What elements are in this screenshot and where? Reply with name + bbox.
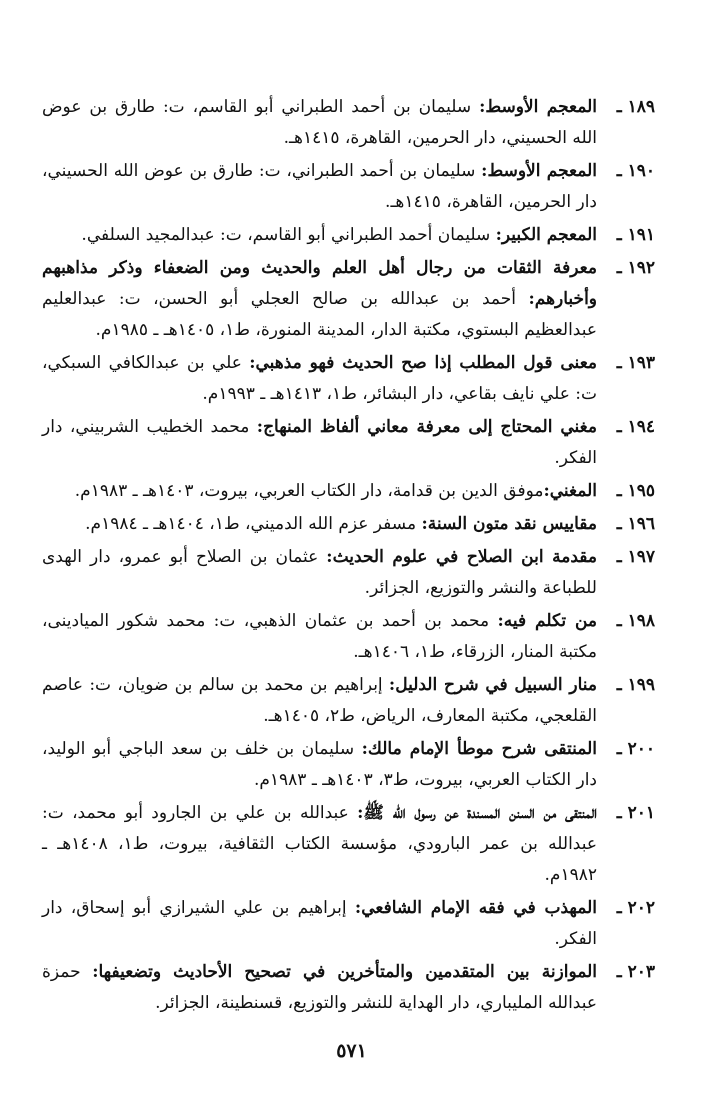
entry-201	[42, 798, 655, 891]
entry-title: مقاييس نقد متون السنة:	[421, 514, 597, 534]
entry-text: سليمان بن خلف بن سعد الباجي أبو الوليد، دار الكتاب العربي، بيروت، ط٣، ١٤٠٣هـ ـ ١٩٨٣م.	[42, 739, 597, 790]
entry-text: إبراهيم بن علي الشيرازي أبو إسحاق، دار الفكر.	[42, 898, 597, 949]
entry-title: المعجم الأوسط:	[479, 97, 597, 117]
entry-191	[42, 220, 655, 251]
entry-title: المنتقى شرح موطأ الإمام مالك:	[361, 739, 597, 759]
entry-197	[42, 542, 655, 604]
entry-text: إبراهيم بن محمد بن سالم بن ضويان، ت: عاصم القلعجي، مكتبة المعارف، الرياض، ط٢، ١٤٠٥هـ.	[42, 675, 597, 726]
entry-number: ١٩٣ ـ	[616, 353, 655, 373]
entry-number: ١٩٢ ـ	[616, 258, 655, 278]
entry-text: سليمان أحمد الطبراني أبو القاسم، ت: عبدالمجيد السلفي.	[81, 225, 496, 245]
entry-196	[42, 509, 655, 540]
entry-198	[42, 606, 655, 668]
entry-text: حمزة عبدالله المليباري، دار الهداية للنشر والتوزيع، قسنطينة، الجزائر.	[42, 962, 597, 1013]
entry-number: ١٩١ ـ	[616, 225, 655, 245]
entry-193	[42, 348, 655, 410]
entry-text: موفق الدين بن قدامة، دار الكتاب العربي، بيروت، ١٤٠٣هـ ـ ١٩٨٣م.	[74, 481, 544, 501]
entry-text: علي بن عبدالكافي السبكي، ت: علي نايف بقاعي، دار البشائر، ط١، ١٤١٣هـ ـ ١٩٩٣م.	[42, 353, 597, 404]
entry-189	[42, 92, 655, 154]
entry-title: المعجم الكبير:	[495, 225, 597, 245]
entry-number: ١٩٩ ـ	[616, 675, 655, 695]
entry-text: محمد بن أحمد بن عثمان الذهبي، ت: محمد شكور الميادينى، مكتبة المنار، الزرقاء، ط١، ١٤٠٦هـ.	[42, 611, 597, 662]
entry-number: ١٩٤ ـ	[616, 417, 655, 437]
entry-title: من تكلم فيه:	[497, 611, 598, 631]
entry-200	[42, 734, 655, 796]
entry-195	[42, 476, 655, 507]
entry-title: معرفة الثقات من رجال أهل العلم والحديث ومن الضعفاء وذكر مذاهبهم وأخبارهم:	[42, 258, 597, 309]
entry-number: ٢٠٣ ـ	[616, 962, 655, 982]
entry-number: ٢٠١ ـ	[616, 803, 655, 823]
bibliography-list	[42, 92, 655, 1021]
entry-number: ٢٠٢ ـ	[616, 898, 655, 918]
entry-text: عبدالله بن علي بن الجارود أبو محمد، ت: عبدالله بن عمر البارودي، مؤسسة الكتاب الثقافية، بيروت، ط١، ١٤٠٨هـ ـ ١٩٨٢م.	[42, 803, 597, 885]
entry-number: ١٩٧ ـ	[616, 547, 655, 567]
entry-number: ١٩٥ ـ	[616, 481, 655, 501]
entry-title: الموازنة بين المتقدمين والمتأخرين في تصحيح الأحاديث وتضعيفها:	[92, 962, 598, 982]
entry-text: عثمان بن الصلاح أبو عمرو، دار الهدى للطباعة والنشر والتوزيع، الجزائر.	[42, 547, 597, 598]
entry-title: المنتقى من السنن المسندة عن رسول الله ﷺ:	[357, 803, 597, 823]
entry-title: منار السبيل في شرح الدليل:	[388, 675, 597, 695]
entry-title: المعجم الأوسط:	[481, 161, 597, 181]
entry-202	[42, 893, 655, 955]
entry-190	[42, 156, 655, 218]
entry-194	[42, 412, 655, 474]
entry-title: مغني المحتاج إلى معرفة معاني ألفاظ المنهاج:	[256, 417, 597, 437]
entry-number: ١٩٦ ـ	[616, 514, 655, 534]
entry-text: أحمد بن عبدالله بن صالح العجلي أبو الحسن، ت: عبدالعليم عبدالعظيم البستوي، مكتبة الدار، المدينة المنورة، ط١، ١٤٠٥هـ ـ ١٩٨٥م.	[42, 289, 597, 340]
entry-199	[42, 670, 655, 732]
entry-192	[42, 253, 655, 346]
entry-text: سليمان بن أحمد الطبراني، ت: طارق بن عوض الله الحسيني، دار الحرمين، القاهرة، ١٤١٥هـ.	[42, 161, 597, 212]
entry-203	[42, 957, 655, 1019]
entry-text: مسفر عزم الله الدميني، ط١، ١٤٠٤هـ ـ ١٩٨٤م.	[85, 514, 422, 534]
entry-number: ١٩٨ ـ	[616, 611, 655, 631]
entry-text: محمد الخطيب الشربيني، دار الفكر.	[42, 417, 597, 468]
entry-text: سليمان بن أحمد الطبراني أبو القاسم، ت: طارق بن عوض الله الحسيني، دار الحرمين، القاهرة، ١٤١٥هـ.	[42, 97, 597, 148]
entry-title: المغني:	[543, 481, 597, 501]
entry-title: مقدمة ابن الصلاح في علوم الحديث:	[326, 547, 597, 567]
entry-title: المهذب في فقه الإمام الشافعي:	[354, 898, 597, 918]
page-number: ٥٧١	[336, 1040, 367, 1062]
entry-title: معنى قول المطلب إذا صح الحديث فهو مذهبي:	[249, 353, 597, 373]
entry-number: ٢٠٠ ـ	[616, 739, 655, 759]
entry-number: ١٨٩ ـ	[616, 97, 655, 117]
entry-number: ١٩٠ ـ	[616, 161, 655, 181]
